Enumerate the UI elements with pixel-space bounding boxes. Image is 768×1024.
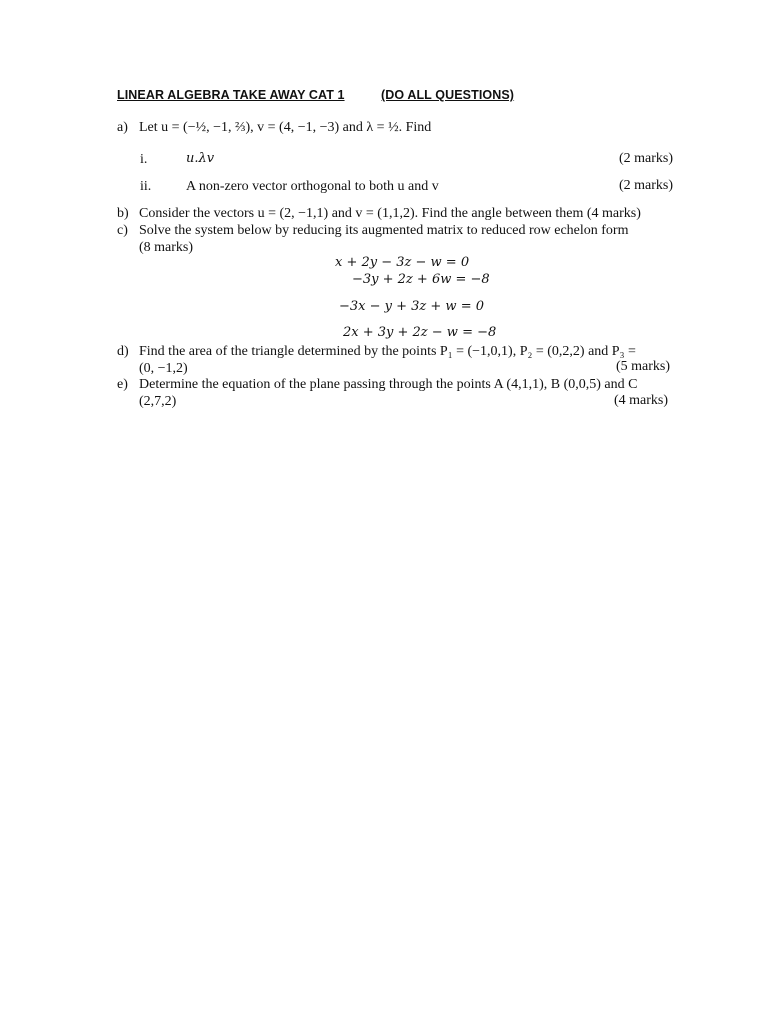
question-a-part-ii-label: ii. [140, 179, 152, 194]
question-a-text: Let u = (−½, −1, ⅔), v = (4, −1, −3) and λ = ½. Find [139, 120, 432, 135]
question-a-part-i-text: u.λv [186, 151, 215, 166]
question-a-label: a) [117, 120, 128, 135]
question-c-marks: (8 marks) [139, 240, 194, 255]
question-b-text: Consider the vectors u = (2, −1,1) and v = (1,1,2). Find the angle between them (4 marks) [139, 206, 641, 221]
question-a-part-ii-marks: (2 marks) [618, 178, 673, 193]
question-e-text-line2: (2,7,2) [139, 394, 177, 409]
question-c-label: c) [117, 223, 128, 238]
equation-2: −3y + 2z + 6w = −8 [352, 272, 490, 287]
equation-1: x + 2y − 3z − w = 0 [335, 255, 470, 270]
question-e-label: e) [117, 377, 128, 392]
question-c-text: Solve the system below by reducing its augmented matrix to reduced row echelon form [139, 223, 629, 238]
equation-3: −3x − y + 3z + w = 0 [339, 299, 484, 314]
question-e-marks: (4 marks) [613, 393, 668, 408]
question-b-label: b) [117, 206, 129, 221]
question-d-text-line1: Find the area of the triangle determined by the points P₁ = (−1,0,1), P₂ = (0,2,2) and P₃ = [139, 344, 636, 359]
equation-4: 2x + 3y + 2z − w = −8 [343, 325, 497, 340]
question-a-part-i-label: i. [140, 152, 148, 167]
question-d-label: d) [117, 344, 129, 359]
question-a-part-ii-text: A non-zero vector orthogonal to both u and v [186, 179, 439, 194]
question-d-text-line2: (0, −1,2) [139, 361, 188, 376]
question-d-marks: (5 marks) [615, 359, 670, 374]
document-instruction: (DO ALL QUESTIONS) [381, 88, 515, 102]
question-e-text-line1: Determine the equation of the plane passing through the points A (4,1,1), B (0,0,5) and C [139, 377, 638, 392]
document-title: LINEAR ALGEBRA TAKE AWAY CAT 1 [117, 88, 345, 102]
question-a-part-i-marks: (2 marks) [618, 151, 673, 166]
